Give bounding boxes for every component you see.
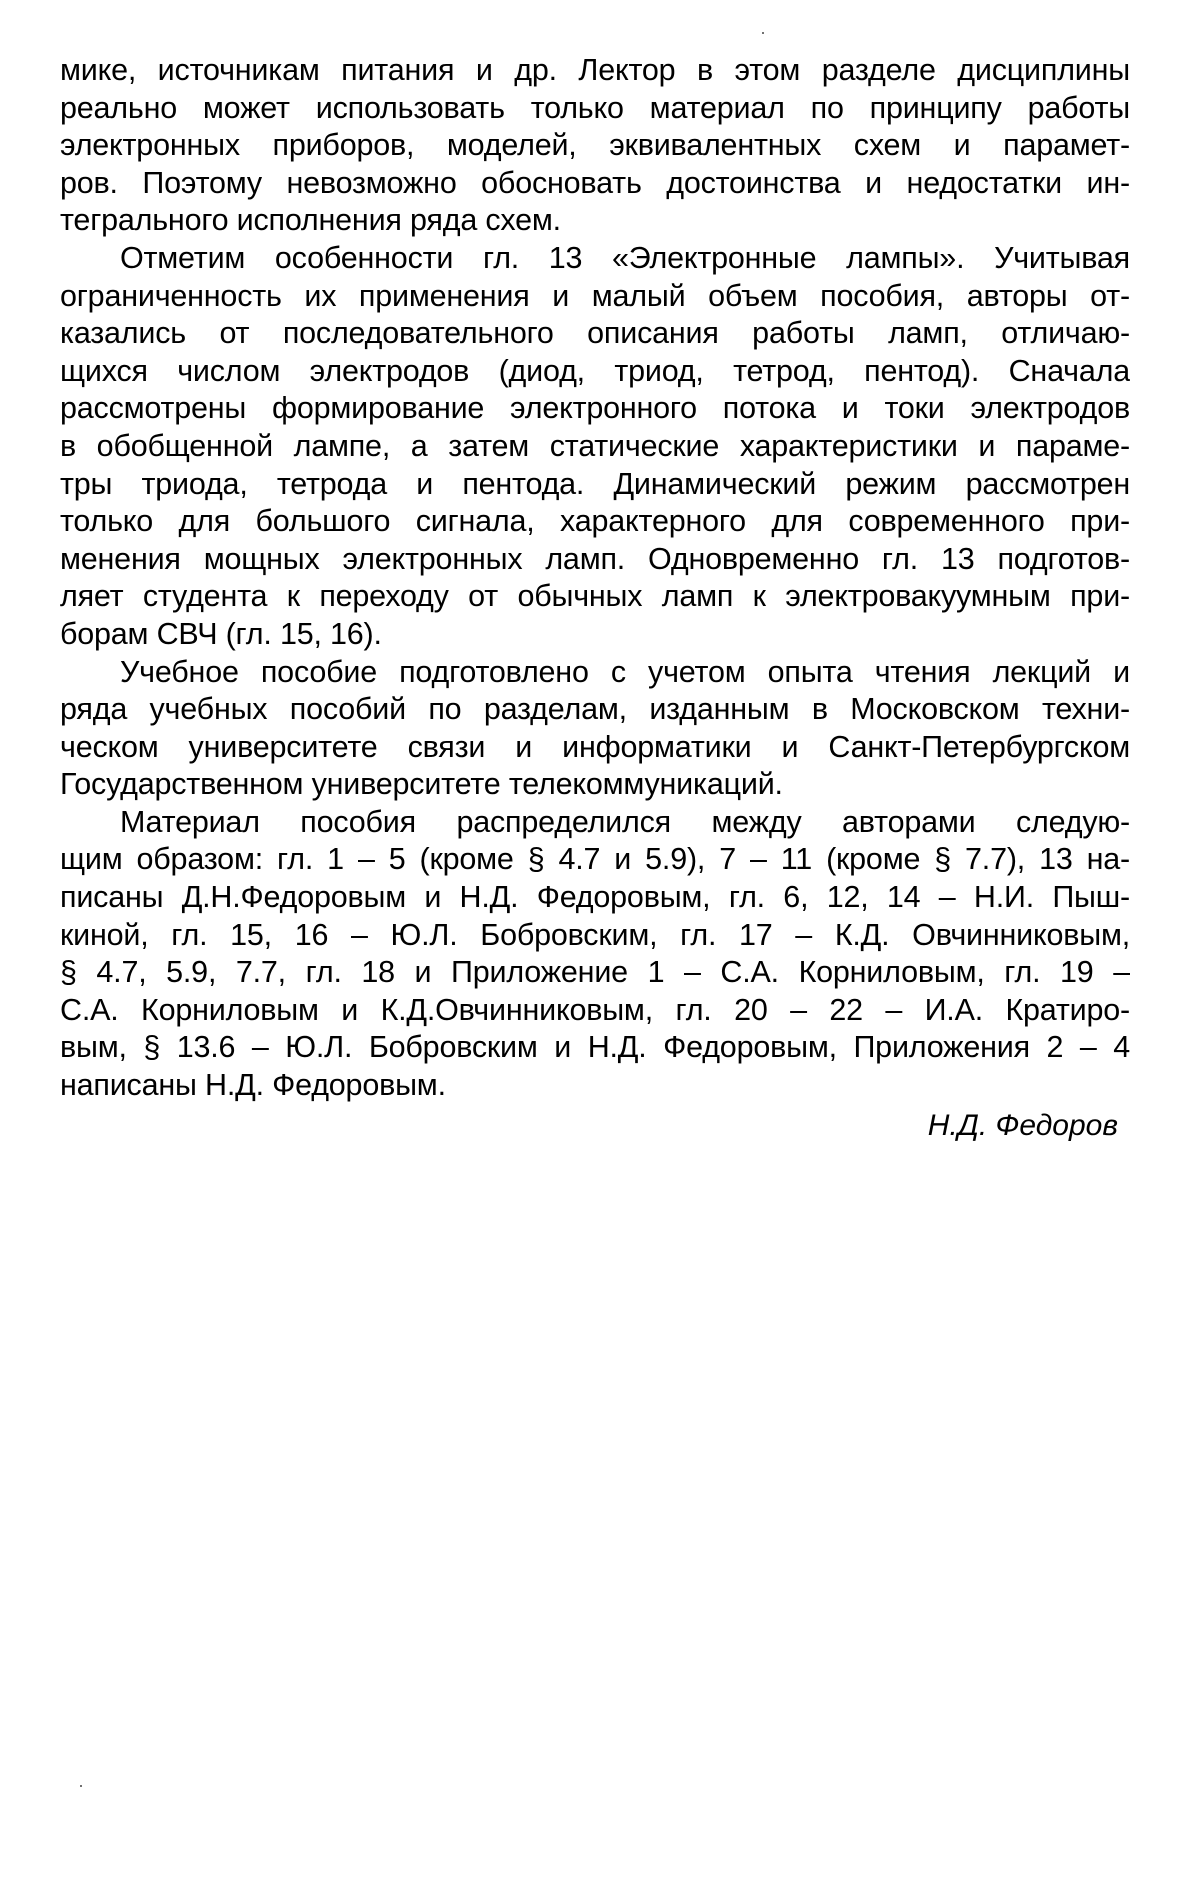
text-line: вым, § 13.6 – Ю.Л. Бобровским и Н.Д. Федоровым, Приложения 2 – 4 [60,1030,1130,1065]
text-line: тры триода, тетрода и пентода. Динамический режим рассмотрен [60,466,1130,501]
paragraph [60,240,1130,654]
paragraph [60,804,1130,1105]
text-line: реально может использовать только материал по принципу работы [60,90,1130,125]
text-line: мике, источникам питания и др. Лектор в этом разделе дисциплины [60,53,1130,87]
paragraph [60,654,1130,804]
text-line: менения мощных электронных ламп. Одновременно гл. 13 подготов- [60,541,1130,576]
text-line: борам СВЧ (гл. 15, 16). [60,616,382,651]
text-line: казались от последовательного описания работы ламп, отличаю- [60,316,1130,351]
text-line: щим образом: гл. 1 – 5 (кроме § 4.7 и 5.9), 7 – 11 (кроме § 7.7), 13 на- [60,842,1130,877]
text-line: ограниченность их применения и малый объем пособия, авторы от- [60,278,1130,313]
body-text [60,52,1130,1105]
text-line: только для большого сигнала, характерного для современного при- [60,504,1130,539]
text-line: щихся числом электродов (диод, триод, тетрод, пентод). Сначала [60,353,1130,388]
text-line: писаны Д.Н.Федоровым и Н.Д. Федоровым, гл. 6, 12, 14 – Н.И. Пыш- [60,880,1130,915]
text-line: в обобщенной лампе, а затем статические характеристики и параме- [60,428,1130,463]
text-line: Государственном университете телекоммуникаций. [60,767,783,802]
text-line: § 4.7, 5.9, 7.7, гл. 18 и Приложение 1 – С.А. Корниловым, гл. 19 – [60,955,1130,990]
text-line: Учебное пособие подготовлено с учетом опыта чтения лекций и [120,654,1130,689]
text-line: С.А. Корниловым и К.Д.Овчинниковым, гл. 20 – 22 – И.А. Кратиро- [60,992,1130,1027]
text-line: Отметим особенности гл. 13 «Электронные лампы». Учитывая [120,240,1130,275]
scan-speck [80,1785,82,1787]
author-signature: Н.Д. Федоров [927,1108,1118,1142]
text-line: киной, гл. 15, 16 – Ю.Л. Бобровским, гл. 17 – К.Д. Овчинниковым, [60,917,1130,952]
text-line: ряда учебных пособий по разделам, изданным в Московском техни- [60,692,1130,727]
text-line: ляет студента к переходу от обычных ламп к электровакуумным при- [60,579,1130,614]
text-line: ров. Поэтому невозможно обосновать достоинства и недостатки ин- [60,165,1130,200]
text-line: Материал пособия распределился между авторами следую- [120,804,1130,839]
paragraph [60,52,1130,240]
text-line: написаны Н.Д. Федоровым. [60,1068,446,1103]
scan-speck [762,32,764,34]
text-line: ческом университете связи и информатики и Санкт-Петербургском [60,729,1130,764]
text-line: электронных приборов, моделей, эквивалентных схем и парамет- [60,128,1130,163]
text-line: тегрального исполнения ряда схем. [60,203,561,238]
document-page [60,52,1130,1145]
text-line: рассмотрены формирование электронного потока и токи электродов [60,391,1130,426]
